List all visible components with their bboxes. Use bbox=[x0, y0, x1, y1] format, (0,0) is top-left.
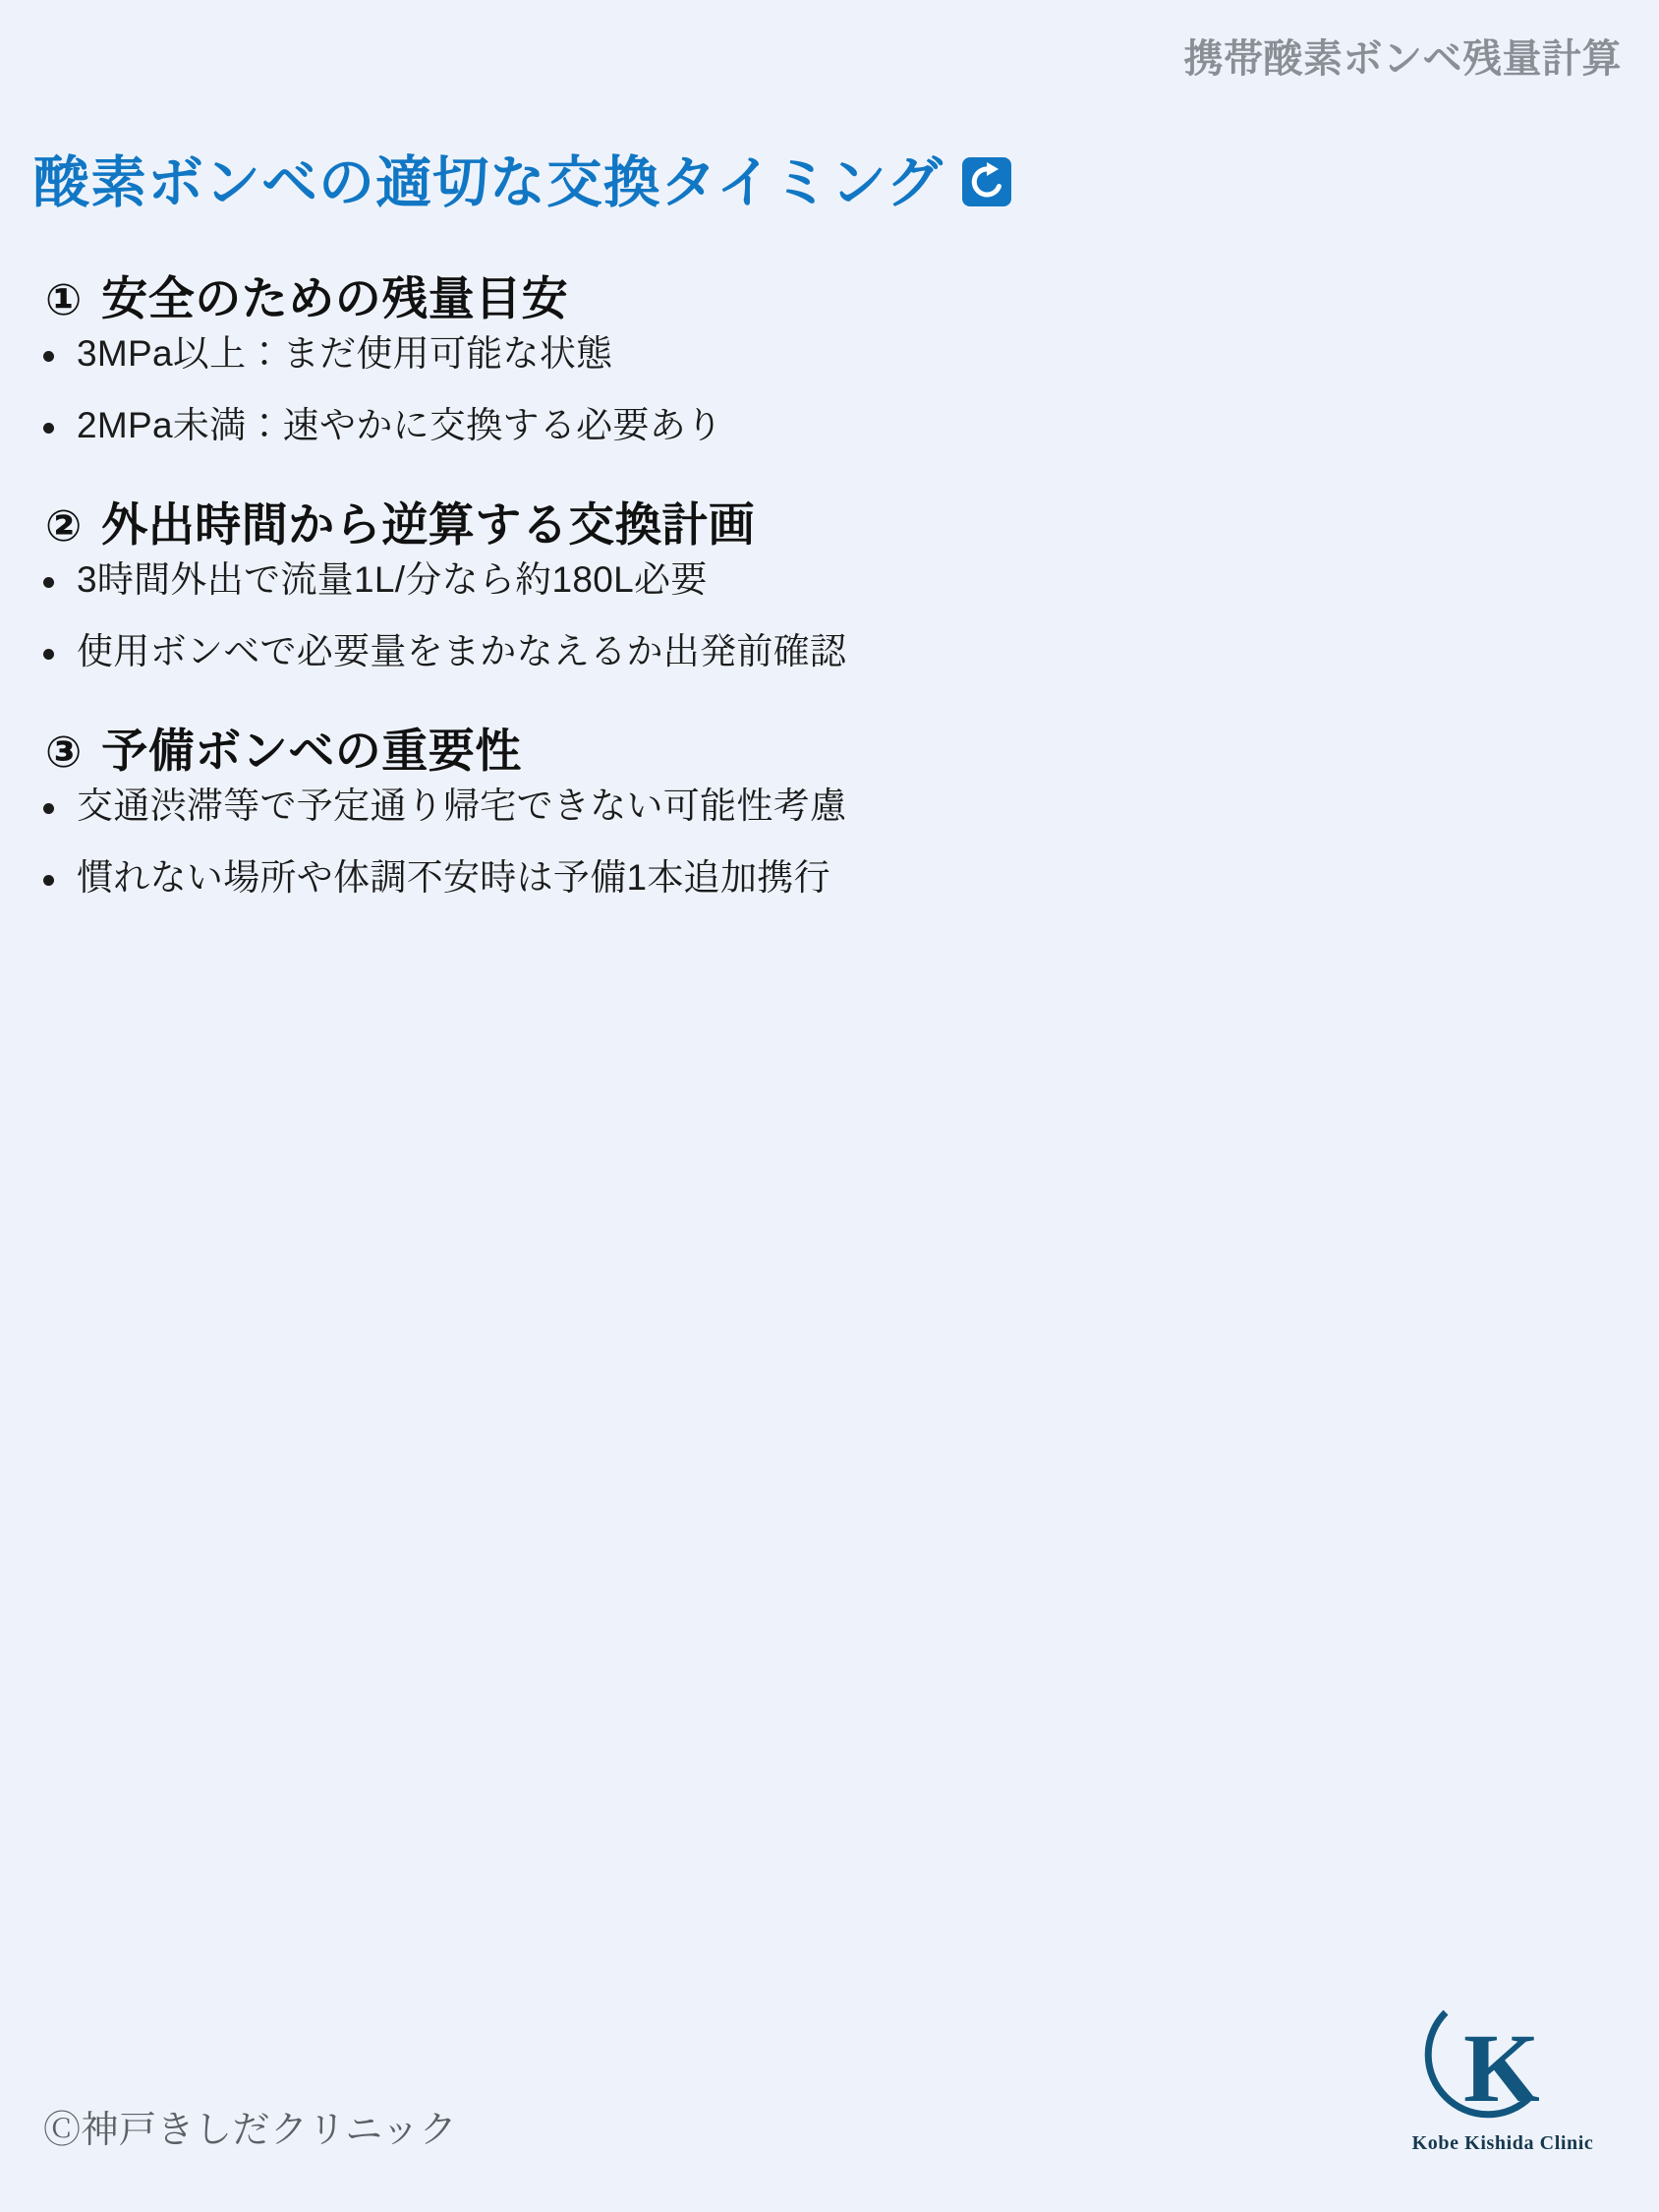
list-item: 慣れない場所や体調不安時は予備1本追加携行 bbox=[29, 858, 1659, 899]
section-3-heading bbox=[0, 726, 1659, 777]
content bbox=[0, 273, 1659, 931]
clinic-logo-text: Kobe Kishida Clinic bbox=[1411, 2132, 1594, 2154]
section-2-heading bbox=[0, 499, 1659, 551]
section-2-number: ② bbox=[45, 501, 83, 551]
section-3-number: ③ bbox=[45, 728, 83, 777]
list-item: 交通渋滞等で予定通り帰宅できない可能性考慮 bbox=[29, 786, 1659, 827]
list-item: 3時間外出で流量1L/分なら約180L必要 bbox=[29, 560, 1659, 601]
clinic-logo-icon bbox=[1420, 2003, 1585, 2130]
section-3-title: 予備ボンベの重要性 bbox=[101, 724, 522, 777]
list-item: 3MPa以上：まだ使用可能な状態 bbox=[29, 334, 1659, 375]
section-1-title: 安全のための残量目安 bbox=[101, 272, 569, 324]
header bbox=[1184, 28, 1623, 84]
section-1-list bbox=[0, 334, 1659, 445]
section-1-heading bbox=[0, 273, 1659, 324]
svg-text:K: K bbox=[1463, 2013, 1540, 2123]
section-3 bbox=[0, 726, 1659, 899]
header-title: 携帯酸素ボンベ残量計算 bbox=[1183, 37, 1622, 81]
list-item: 使用ボンベで必要量をまかなえるか出発前確認 bbox=[29, 632, 1659, 672]
section-3-list bbox=[0, 786, 1659, 898]
clinic-logo bbox=[1390, 2003, 1616, 2155]
section-2 bbox=[0, 499, 1659, 672]
refresh-icon bbox=[961, 156, 1012, 207]
page-title: 酸素ボンベの適切な交換タイミング bbox=[33, 151, 944, 214]
section-1 bbox=[0, 273, 1659, 446]
section-2-list bbox=[0, 560, 1659, 671]
copyright-text: Ⓒ神戸きしだクリニック bbox=[43, 2110, 458, 2151]
main-title-row bbox=[33, 138, 1012, 218]
list-item: 2MPa未満：速やかに交換する必要あり bbox=[29, 406, 1659, 446]
section-1-number: ① bbox=[45, 276, 83, 324]
section-2-title: 外出時間から逆算する交換計画 bbox=[101, 497, 756, 551]
